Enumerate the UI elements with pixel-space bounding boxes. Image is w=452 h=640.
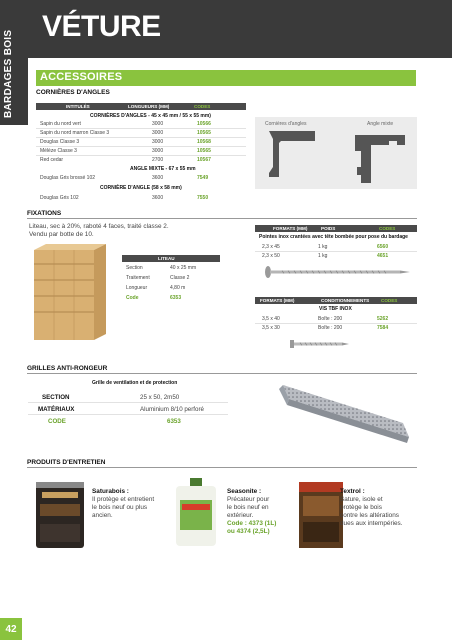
table-cell-code: 10568: [197, 139, 211, 145]
product-desc-line: contre les altérations: [340, 512, 399, 519]
sidebar-label: BARDAGES BOIS: [3, 29, 14, 118]
profile-label-corners: Cornières d'angles: [265, 121, 307, 127]
corners-table-header: [36, 103, 246, 110]
col-header-conditionnements: CONDITIONNEMENTS: [321, 298, 370, 303]
row-divider: [36, 155, 246, 156]
liteau-row-value: 4,80 m: [170, 285, 186, 291]
table-cell: 1 kg: [318, 244, 328, 250]
table-cell-code: 6560: [377, 244, 389, 250]
corners-group3-title: CORNIÈRE D'ANGLE (58 x 58 mm): [100, 185, 182, 191]
section-banner-label: ACCESSOIRES: [40, 71, 123, 83]
product-desc-line: le bois neuf en: [227, 504, 269, 511]
table-cell-code: 7550: [197, 195, 209, 201]
liteau-header: [122, 255, 220, 262]
grilles-subtitle: Grille de ventilation et de protection: [92, 380, 178, 386]
screw-image: [290, 338, 350, 350]
grilles-divider: [27, 373, 417, 374]
table-cell: 3600: [152, 175, 164, 181]
product-code-line: ou 4374 (2,5L): [227, 528, 270, 535]
corners-group1-title: CORNIÈRES D'ANGLES - 45 x 45 mm / 55 x 55 mm): [90, 113, 211, 119]
table-cell: Douglas Classe 3: [40, 139, 80, 145]
section-banner-accessoires: [36, 70, 416, 86]
col-header-formats: FORMATS (MM): [273, 226, 308, 231]
row-divider: [255, 323, 417, 324]
wood-battens-image: [30, 242, 110, 342]
ventilation-grille-image: [275, 375, 415, 445]
product-desc-line: Précateur pour: [227, 496, 270, 503]
grilles-code-value: 6353: [167, 418, 181, 425]
col-header-formats: FORMATS (MM): [260, 298, 295, 303]
product-desc-line: Sature, isole et: [340, 496, 383, 503]
corner-section-title: CORNIÈRES D'ANGLES: [36, 89, 110, 96]
table-cell-code: 10567: [197, 157, 211, 163]
row-divider: [36, 146, 246, 147]
table-cell-code: 5262: [377, 316, 389, 322]
liteau-code-value: 6353: [170, 295, 182, 301]
product-saturabois: [92, 488, 154, 520]
table-cell: 3,5 x 30: [262, 325, 280, 331]
corners-group2-title: ANGLE MIXTE - 67 x 55 mm: [130, 166, 196, 172]
liteau-row-value: Classe 2: [170, 275, 190, 281]
page-title: VÉTURE: [42, 10, 161, 43]
product-name: Seasonite :: [227, 488, 262, 495]
table-cell: Sapin du nord marron Classe 3: [40, 130, 110, 136]
product-desc-line: dues aux intempéries.: [340, 520, 403, 527]
grilles-row-label: MATÉRIAUX: [38, 406, 75, 413]
fixations-desc-line2: Vendu par botte de 10.: [29, 231, 94, 238]
product-desc-line: Il protège et entretient: [92, 496, 155, 503]
profile-label-mixed: Angle mixte: [367, 121, 394, 127]
product-name: Textrol :: [340, 488, 365, 495]
fixations-desc-line1: Liteau, sec à 20%, raboté 4 faces, traité classe 2.: [29, 223, 169, 230]
liteau-row-label: Longueur: [126, 285, 148, 291]
nail-image: [262, 265, 412, 279]
row-divider: [36, 128, 246, 129]
table-cell: 3000: [152, 148, 164, 154]
product-desc-line: le bois neuf ou plus: [92, 504, 148, 511]
col-header-poids: POIDS: [321, 226, 336, 231]
seasonite-bottle-image: [170, 476, 222, 548]
liteau-header-label: LITEAU: [158, 256, 175, 261]
table-cell-code: 7584: [377, 325, 389, 331]
product-desc-line: protège le bois: [340, 504, 382, 511]
page-number: 42: [0, 618, 22, 640]
produits-divider: [27, 467, 417, 468]
product-name: Saturabois :: [92, 488, 129, 495]
table-cell: 3000: [152, 130, 164, 136]
row-divider: [36, 137, 246, 138]
pointes-table-header: [255, 225, 417, 232]
table-cell: 3000: [152, 139, 164, 145]
product-desc-line: extérieur.: [227, 512, 254, 519]
textrol-can-image: [297, 478, 345, 550]
col-header-intitules: INTITULÉS: [66, 104, 90, 109]
col-header-longueurs: LONGUEURS (MM): [128, 104, 170, 109]
table-cell-code: 4651: [377, 253, 389, 259]
grilles-row-value: Aluminium 8/10 perforé: [140, 406, 204, 413]
table-cell: Douglas Gris brossé 102: [40, 175, 96, 181]
table-cell: 3000: [152, 121, 164, 127]
table-cell: 2700: [152, 157, 164, 163]
col-header-codes: CODES: [381, 298, 398, 303]
table-cell-code: 10565: [197, 148, 211, 154]
table-cell: Sapin du nord vert: [40, 121, 81, 127]
table-cell: 2,3 x 50: [262, 253, 280, 259]
produits-title: PRODUITS D'ENTRETIEN: [27, 459, 106, 466]
table-cell-code: 7549: [197, 175, 209, 181]
table-cell: Boîte : 200: [318, 316, 343, 322]
product-code-line: Code : 4373 (1L): [227, 520, 277, 527]
table-cell: 3,5 x 40: [262, 316, 280, 322]
col-header-codes: CODES: [194, 104, 211, 109]
table-cell-code: 10565: [197, 130, 211, 136]
profile-shapes-illustration: [255, 117, 417, 189]
table-cell: Boîte : 200: [318, 325, 343, 331]
fixations-divider: [27, 218, 417, 219]
grilles-title: GRILLES ANTI-RONGEUR: [27, 365, 108, 372]
fixations-title: FIXATIONS: [27, 210, 62, 217]
grilles-row-label: SECTION: [42, 394, 70, 401]
table-cell: 1 kg: [318, 253, 328, 259]
table-cell: 3600: [152, 195, 164, 201]
table-cell-code: 10566: [197, 121, 211, 127]
row-divider: [28, 414, 228, 415]
vis-table-header: [255, 297, 417, 304]
col-header-codes: CODES: [379, 226, 396, 231]
sidebar: [0, 0, 28, 640]
product-textrol: [340, 488, 403, 528]
vis-title: VIS TBF INOX: [319, 306, 352, 312]
liteau-code-label: Code: [126, 295, 139, 301]
row-divider: [28, 402, 228, 403]
grilles-code-label: CODE: [48, 418, 66, 425]
pointes-title: Pointes inox crantées avec tête bombée pour pose du bardage: [259, 234, 408, 240]
product-desc-line: ancien.: [92, 512, 113, 519]
product-seasonite: [227, 488, 276, 536]
liteau-row-label: Traitement: [126, 275, 150, 281]
table-cell: Red cedar: [40, 157, 64, 163]
table-cell: 2,3 x 45: [262, 244, 280, 250]
saturabois-can-image: [30, 478, 90, 550]
table-cell: Douglas Gris 102: [40, 195, 79, 201]
table-cell: Mélèze Classe 3: [40, 148, 77, 154]
grilles-row-value: 25 x 50, 2m50: [140, 394, 180, 401]
row-divider: [255, 251, 417, 252]
profile-drawings-panel: [255, 117, 417, 189]
liteau-row-value: 40 x 25 mm: [170, 265, 197, 271]
liteau-row-label: Section: [126, 265, 143, 271]
